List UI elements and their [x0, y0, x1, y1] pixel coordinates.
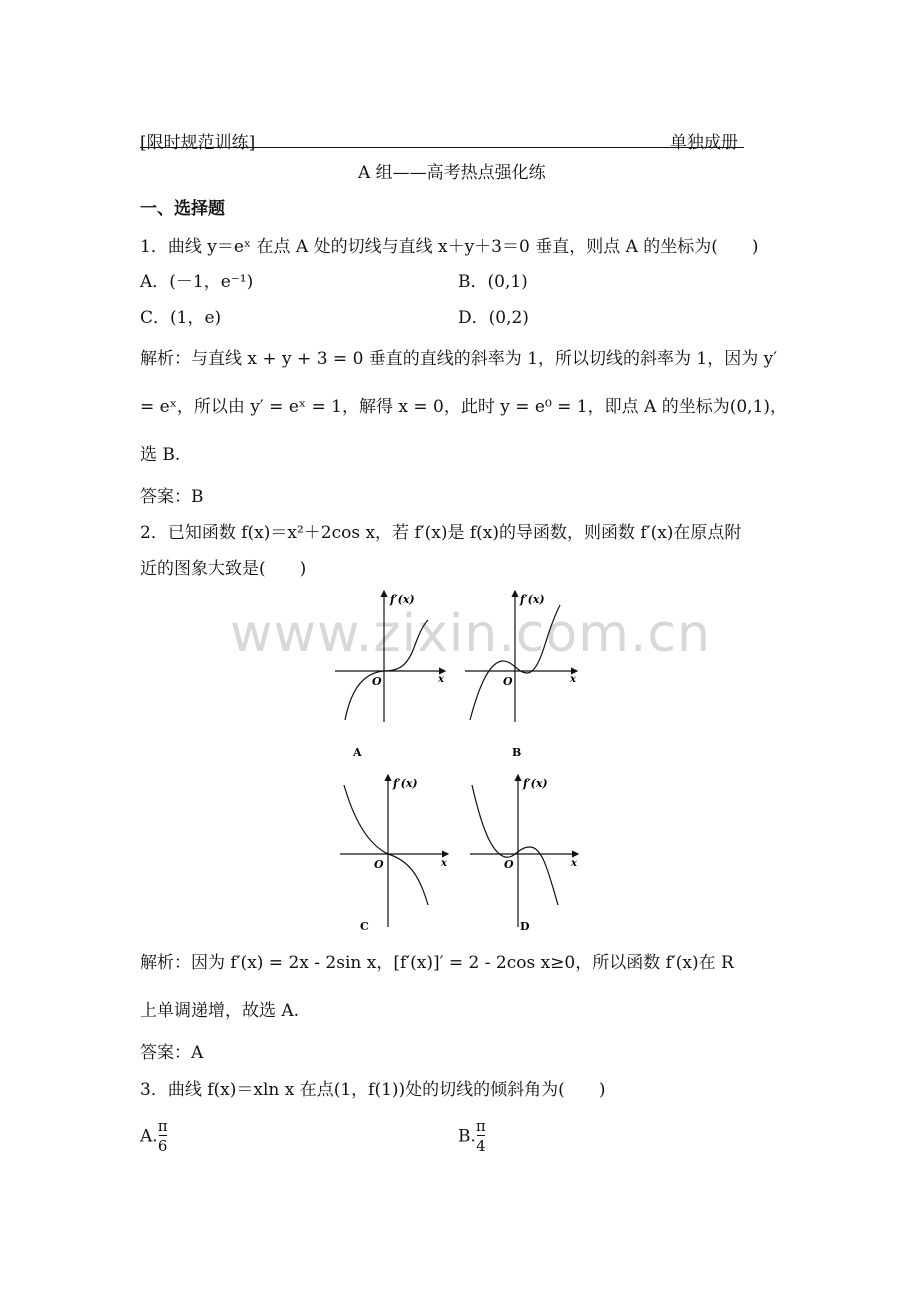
- graph-b-xlabel: x: [570, 674, 576, 685]
- graph-c-xlabel: x: [441, 858, 447, 869]
- graph-a-curve: [345, 620, 428, 720]
- q3-option-a-fraction: [158, 1117, 168, 1156]
- q3-option-b-denominator: 4: [476, 1137, 486, 1155]
- q1-answer: 答案：B: [140, 487, 204, 507]
- q3-option-a-numerator: π: [157, 1117, 168, 1135]
- graph-d-xlabel: x: [571, 858, 577, 869]
- graph-c-curve: [344, 785, 428, 905]
- header-left: [限时规范训练]: [140, 133, 256, 153]
- q3-option-b: [458, 1117, 486, 1156]
- q1-analysis-line3: 选 B.: [140, 445, 181, 465]
- q3-option-b-fraction: [476, 1117, 486, 1156]
- graph-d-ylabel: f′(x): [523, 777, 548, 790]
- q2-graph-options: [320, 585, 600, 935]
- graph-c-ylabel: f′(x): [393, 777, 418, 790]
- header-right: 单独成册: [670, 133, 738, 153]
- graph-a: [335, 591, 445, 759]
- q1-stem: 1．曲线 y＝eˣ 在点 A 处的切线与直线 x＋y＋3＝0 垂直，则点 A 的坐标为( ): [140, 237, 759, 257]
- q2-analysis-line1: 解析：因为 f′(x) = 2x - 2sin x，[f′(x)]′ = 2 - 2cos x≥0，所以函数 f′(x)在 R: [140, 953, 734, 973]
- q3-option-a-denominator: 6: [157, 1137, 168, 1155]
- q2-answer: 答案：A: [140, 1043, 204, 1063]
- graph-c-origin: O: [374, 858, 384, 871]
- watermark: www.zixin.com.cn: [230, 604, 711, 664]
- q1-option-c: C．(1，e): [140, 308, 222, 328]
- graph-c-label: C: [360, 920, 369, 933]
- q3-option-a: [140, 1117, 168, 1156]
- q1-analysis-line1: 解析：与直线 x + y + 3 = 0 垂直的直线的斜率为 1，所以切线的斜率为 1，因为 y′: [140, 349, 778, 369]
- q2-analysis-line2: 上单调递增，故选 A.: [140, 1001, 300, 1021]
- graph-c: [340, 775, 448, 933]
- graph-b-ylabel: f′(x): [520, 593, 545, 606]
- graph-b-label: B: [512, 746, 522, 759]
- q3-option-b-numerator: π: [475, 1117, 486, 1135]
- q3-option-a-prefix: A.: [140, 1126, 158, 1147]
- graph-d-label: D: [520, 920, 530, 933]
- q1-option-a: A．(－1，e⁻¹): [140, 272, 254, 292]
- graph-a-ylabel: f′(x): [390, 593, 415, 606]
- graph-d-origin: O: [504, 858, 514, 871]
- graph-a-origin: O: [372, 675, 382, 688]
- graph-a-label: A: [353, 746, 362, 759]
- graph-b: [465, 591, 577, 759]
- graph-d: [470, 775, 578, 933]
- q2-stem-line2: 近的图象大致是( ): [140, 559, 307, 579]
- q1-option-b: B．(0,1): [458, 272, 528, 292]
- q1-analysis-line2: = eˣ，所以由 y′ = eˣ = 1，解得 x = 0，此时 y = e⁰ = 1，即点 A 的坐标为(0,1)，: [140, 397, 788, 417]
- group-title: A 组——高考热点强化练: [358, 163, 546, 183]
- q2-stem-line1: 2．已知函数 f(x)＝x²＋2cos x，若 f′(x)是 f(x)的导函数，则函数 f′(x)在原点附: [140, 523, 742, 543]
- section-heading: 一、选择题: [140, 199, 225, 219]
- header-rule: [140, 147, 744, 148]
- graph-b-origin: O: [503, 675, 513, 688]
- graph-a-xlabel: x: [438, 674, 444, 685]
- graph-d-curve: [472, 785, 558, 905]
- q1-option-d: D．(0,2): [458, 308, 529, 328]
- q3-stem: 3．曲线 f(x)＝xln x 在点(1，f(1))处的切线的倾斜角为( ): [140, 1080, 606, 1100]
- q3-option-b-prefix: B.: [458, 1126, 476, 1147]
